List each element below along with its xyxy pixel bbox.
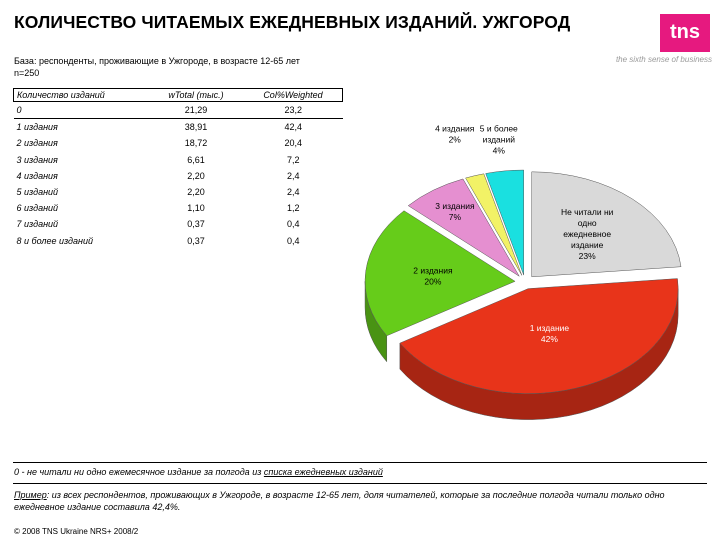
table-cell: 1,2: [286, 203, 300, 214]
table-header-cell: wTotal (тыс.): [148, 89, 244, 102]
base-description: База: респонденты, проживающие в Ужгороде, в возрасте 12-65 лет: [14, 56, 300, 66]
pie-slice-label: 4%: [492, 145, 505, 156]
table-cell: 20,4: [284, 138, 303, 149]
pie-slice-label: 3 издания: [435, 201, 475, 212]
pie-slice-label: 2 издания: [413, 265, 453, 276]
table-header-cell: Col%Weighted: [244, 89, 343, 102]
table-cell: 6,61: [187, 154, 205, 165]
pie-slice-label: ежедневное: [563, 229, 612, 240]
table-cell: 7 изданий: [16, 219, 59, 230]
pie-slice-label: 4 издания: [435, 123, 475, 134]
table-cell: 8 и более изданий: [16, 235, 93, 246]
copyright: © 2008 TNS Ukraine NRS+ 2008/2: [14, 527, 139, 536]
logo-tagline: the sixth sense of business: [615, 55, 712, 64]
table-cell: 0,4: [286, 219, 300, 230]
table-header-cell: Количество изданий: [14, 89, 149, 102]
table-cell: 38,91: [184, 122, 208, 133]
table-cell: 1 издания: [16, 122, 58, 133]
page-title: КОЛИЧЕСТВО ЧИТАЕМЫХ ЕЖЕДНЕВНЫХ ИЗДАНИЙ. УЖГОРОД: [14, 12, 571, 32]
table-cell: 2,20: [187, 187, 205, 198]
pie-slice: [532, 172, 681, 277]
table-cell: 0,37: [187, 219, 205, 230]
footnote-example: [14, 489, 704, 513]
table-cell: 7,2: [286, 154, 300, 165]
table-cell: 0,37: [187, 235, 205, 246]
table-cell: 21,29: [148, 102, 244, 119]
example-label: Пример: [14, 490, 47, 500]
pie-slice-label: 1 издание: [529, 322, 570, 333]
table-cell: 2,20: [187, 170, 205, 181]
table-cell: 5 изданий: [16, 187, 59, 198]
table-cell: 0: [14, 102, 149, 119]
pie-slice-label: 23%: [578, 251, 596, 262]
example-text: : из всех респондентов, проживающих в Ужгороде, в возрасте 12-65 лет, доля читателей, которые за последние полгода читали только одно ежедневное издание составила 42,4%.: [14, 490, 665, 512]
pie-slice-label: 42%: [540, 333, 558, 344]
base-sample-size: n=250: [14, 68, 40, 78]
table-cell: 18,72: [184, 138, 208, 149]
divider: [13, 483, 707, 484]
footnote-link: списка ежедневных изданий: [263, 467, 383, 477]
table-cell: 2,4: [286, 170, 300, 181]
pie-slice-label: 7%: [448, 212, 462, 223]
pie-slice-label: 5 и более: [479, 123, 518, 134]
table-cell: 23,2: [244, 102, 343, 119]
table-cell: 0,4: [286, 235, 300, 246]
pie-slice-label: 20%: [424, 276, 442, 287]
footnote-definition: [14, 467, 383, 477]
table-cell: 6 изданий: [16, 203, 59, 214]
table-cell: 3 издания: [16, 154, 58, 165]
table-cell: 4 издания: [16, 170, 58, 181]
table-cell: 2 издания: [16, 138, 58, 149]
pie-slice-label: 2%: [448, 134, 461, 145]
pie-slice-label: изданий: [482, 134, 515, 145]
pie-slice-label: одно: [577, 218, 597, 229]
pie-slice-label: Не читали ни: [560, 207, 614, 218]
table-cell: 1,10: [187, 203, 205, 214]
logo-text: tns: [670, 21, 700, 43]
divider: [13, 462, 707, 463]
pie-slice-label: издание: [571, 240, 604, 251]
table-cell: 42,4: [284, 122, 303, 133]
table-cell: 2,4: [286, 187, 300, 198]
footnote-text: 0 - не читали ни одно ежемесячное издание за полгода из: [14, 467, 264, 477]
